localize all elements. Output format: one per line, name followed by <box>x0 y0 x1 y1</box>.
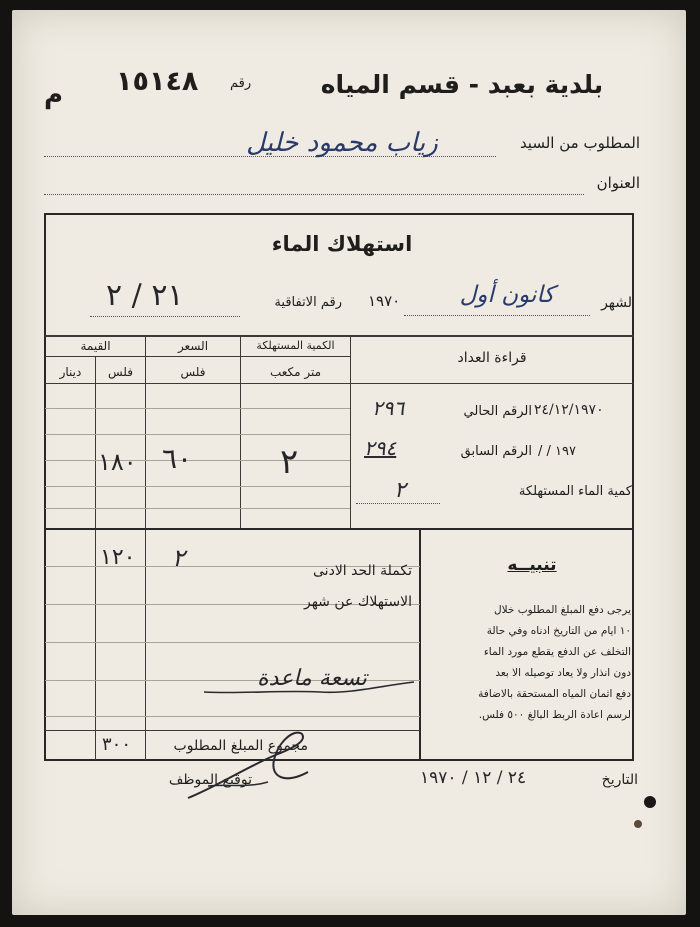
value-value: ١٨٠ <box>98 448 137 476</box>
row-rule-5 <box>45 508 350 509</box>
quantity-unit: متر مكعب <box>269 365 322 379</box>
lower-col-a <box>95 530 96 760</box>
notice-text <box>426 600 631 726</box>
minimum-value: ٢ <box>172 544 185 572</box>
notice-line-1: يرجى دفع المبلغ المطلوب خلال <box>494 604 631 616</box>
month-line <box>404 315 590 316</box>
handwritten-note: تسعة ماعدة <box>257 666 367 691</box>
price-header: السعر <box>177 339 209 353</box>
consumed-label: كمية الماء المستهلكة <box>518 484 632 499</box>
agreement-value: ٢١ / ٢ <box>106 278 184 313</box>
quantity-header: الكمية المستهلكة <box>256 339 335 352</box>
notice-title: تنبيــه <box>507 555 557 575</box>
minimum-amount: ١٢٠ <box>100 545 136 570</box>
receipt-number: ١٥١٤٨ <box>116 66 199 97</box>
notice-line-5: دفع اثمان المياه المستحقة بالاضافة <box>478 688 631 700</box>
signature-label: توقيع الموظف <box>168 772 252 788</box>
table-bottom-line <box>45 528 633 530</box>
notice-line-3: التخلف عن الدفع يقطع مورد الماء <box>483 646 631 658</box>
col-div-d <box>350 336 351 528</box>
header-bottom-line <box>45 383 633 384</box>
number-label: رقم <box>230 76 252 91</box>
receipt-number-suffix: م <box>44 80 64 110</box>
box-right-border <box>632 213 634 761</box>
address-line <box>44 194 584 195</box>
row-rule-4 <box>45 486 350 487</box>
year-printed: ١٩٧٠ <box>368 292 401 310</box>
current-label: الرقم الحالي <box>463 404 532 419</box>
value-header: القيمة <box>80 339 111 353</box>
current-date: ٢٤/١٢/١٩٧٠ <box>534 402 604 418</box>
minimum-label: تكملة الحد الادنى <box>313 563 412 579</box>
date-label: التاريخ <box>601 772 638 788</box>
lower-col-c <box>419 530 421 760</box>
price-unit: فلس <box>180 365 206 379</box>
requested-from-value: زياب محمود خليل <box>246 128 438 158</box>
month-value: كانون أول <box>459 282 555 308</box>
requested-from-label: المطلوب من السيد <box>519 134 640 152</box>
notice-line-6: لرسم اعادة الربط البالغ ٥٠٠ فلس. <box>478 709 631 721</box>
date-value: ٢٤ / ١٢ / ١٩٧٠ <box>420 768 527 788</box>
issuer-title: بلدية بعبد - قسم المياه <box>320 70 604 99</box>
month-label: لشهر <box>601 295 632 311</box>
value-dinar-header: دينار <box>59 365 82 379</box>
row-rule-2 <box>45 434 350 435</box>
notice-line-4: دون انذار ولا يعاد توصيله الا بعد <box>495 667 631 679</box>
current-value: ٢٩٦ <box>372 396 405 420</box>
lower-rule-5 <box>45 716 420 717</box>
lower-rule-3 <box>45 642 420 643</box>
value-fils-header: فلس <box>107 365 133 379</box>
total-value: ٣٠٠ <box>102 734 132 755</box>
agreement-line <box>90 316 240 317</box>
consumption-title: استهلاك الماء <box>271 232 413 256</box>
employee-signature <box>178 726 318 806</box>
row-rule-1 <box>45 408 350 409</box>
previous-date: / / ١٩٧ <box>538 444 576 459</box>
total-label: مجموع المبلغ المطلوب <box>173 738 308 754</box>
box-bottom-border <box>44 759 634 761</box>
water-bill-receipt <box>12 10 686 915</box>
ink-dot-small <box>634 820 642 828</box>
quantity-value: ٢ <box>280 442 299 482</box>
previous-value: ٢٩٤ <box>364 436 397 460</box>
consumed-value: ٢ <box>394 478 406 503</box>
address-label: العنوان <box>596 174 640 192</box>
row-rule-3 <box>45 460 350 461</box>
ink-dot <box>644 796 656 808</box>
consumed-line <box>356 503 440 504</box>
meter-reading-header: قراءة العداد <box>457 350 527 366</box>
notice-line-2: ١٠ ايام من التاريخ ادناه وفي حالة <box>486 625 631 637</box>
agreement-label: رقم الاتفاقية <box>274 295 342 310</box>
price-value: ٦٠ <box>162 442 193 475</box>
box-top-border <box>44 213 634 215</box>
lower-col-b <box>145 530 146 760</box>
note-scribble <box>200 672 420 702</box>
table-top-line <box>45 335 633 337</box>
col-div-a <box>95 356 96 528</box>
previous-label: الرقم السابق <box>460 444 532 459</box>
header-mid-line <box>45 356 350 357</box>
month-consumption-label: الاستهلاك عن شهر <box>304 594 412 610</box>
box-left-border <box>44 213 46 761</box>
